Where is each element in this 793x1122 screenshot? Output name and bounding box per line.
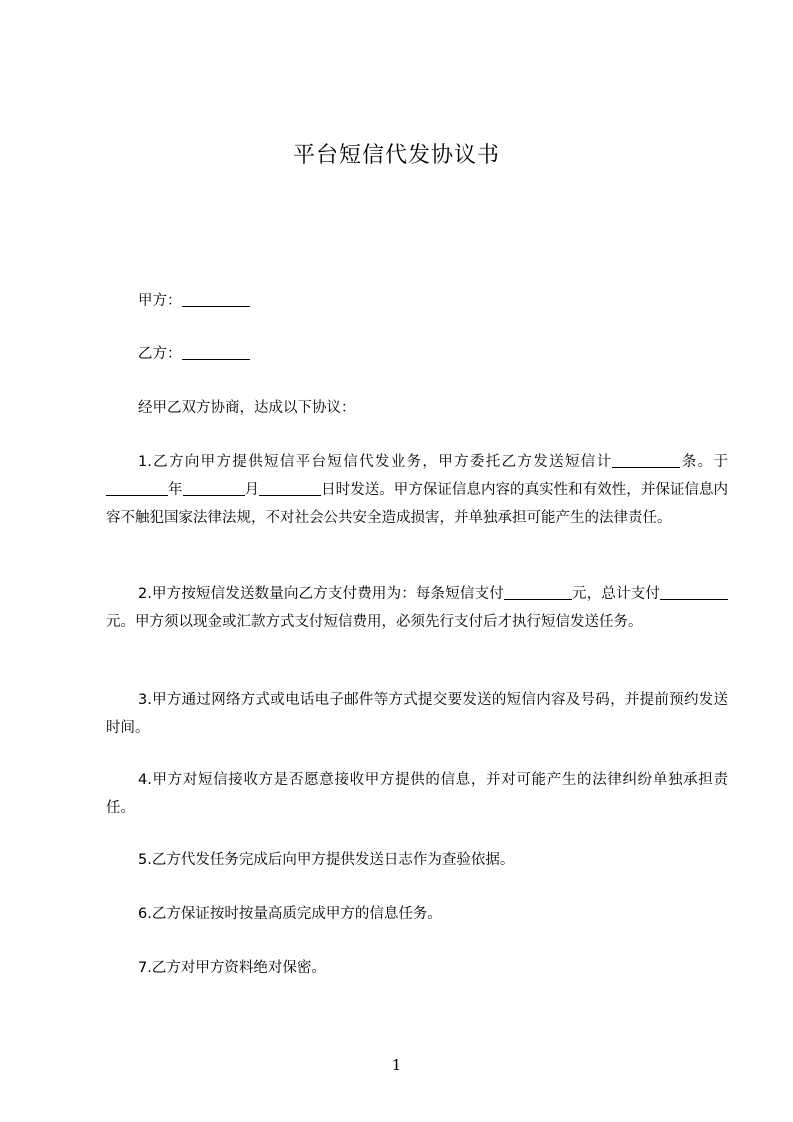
party-a-line bbox=[106, 287, 728, 315]
year-blank bbox=[106, 479, 168, 496]
intro-paragraph: 经甲乙双方协商，达成以下协议： bbox=[138, 400, 356, 416]
clause-7: 7.乙方对甲方资料绝对保密。 bbox=[138, 960, 326, 976]
clause-4: 4.甲方对短信接收方是否愿意接收甲方提供的信息，并对可能产生的法律纠纷单独承担责任。 bbox=[106, 772, 728, 816]
total-amount-blank bbox=[660, 583, 728, 600]
clause-1-text-b: 条。于 bbox=[680, 454, 728, 470]
party-b-line bbox=[106, 340, 728, 368]
party-a-blank bbox=[182, 290, 250, 307]
clause-2-text-b: 元，总计支付 bbox=[571, 586, 661, 602]
message-count-blank bbox=[612, 451, 680, 468]
clause-1-text-e: 日时发送。甲方保证信息内容的真实性和有效性，并保证信息内容不触犯国家法律法规，不对社会公共安全造成损害，并单独承担可能产生的法律责任。 bbox=[106, 482, 728, 526]
clause-3: 3.甲方通过网络方式或电话电子邮件等方式提交要发送的短信内容及号码，并提前预约发送时间。 bbox=[106, 692, 728, 736]
party-b-label: 乙方： bbox=[138, 346, 182, 362]
clause-1-text-a: 1.乙方向甲方提供短信平台短信代发业务，甲方委托乙方发送短信计 bbox=[138, 454, 613, 470]
party-b-blank bbox=[182, 343, 250, 360]
clause-2 bbox=[106, 580, 728, 636]
document-title: 平台短信代发协议书 bbox=[292, 143, 500, 168]
clause-5: 5.乙方代发任务完成后向甲方提供发送日志作为查验依据。 bbox=[138, 852, 515, 868]
clause-2-text-c: 元。甲方须以现金或汇款方式支付短信费用，必须先行支付后才执行短信发送任务。 bbox=[106, 614, 643, 630]
clause-1-text-c: 年 bbox=[168, 482, 183, 498]
party-a-label: 甲方： bbox=[138, 293, 182, 309]
clause-6: 6.乙方保证按时按量高质完成甲方的信息任务。 bbox=[138, 906, 442, 922]
page-number: 1 bbox=[391, 1056, 402, 1074]
month-blank bbox=[183, 479, 245, 496]
clause-2-text-a: 2.甲方按短信发送数量向乙方支付费用为：每条短信支付 bbox=[138, 586, 504, 602]
clause-1-text-d: 月 bbox=[244, 482, 260, 498]
clause-1 bbox=[106, 448, 728, 532]
unit-price-blank bbox=[504, 583, 572, 600]
day-blank bbox=[259, 479, 321, 496]
